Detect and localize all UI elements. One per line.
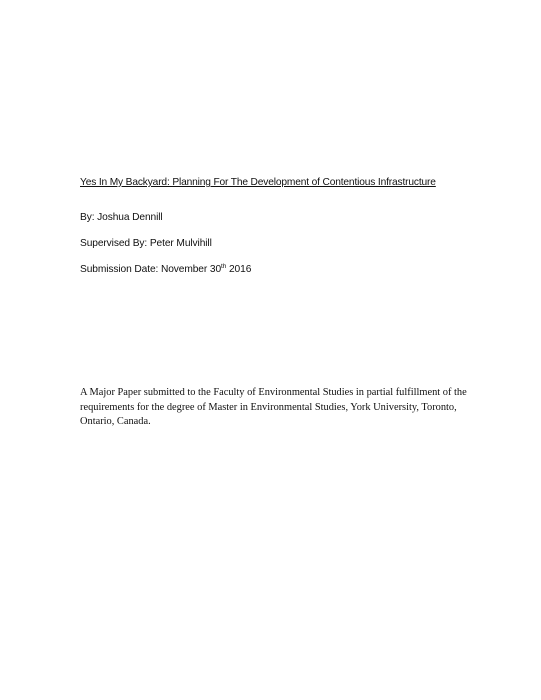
- ordinal-suffix: th: [221, 263, 227, 270]
- author-line: By: Joshua Dennill: [80, 212, 163, 223]
- submission-statement: A Major Paper submitted to the Faculty of Environmental Studies in partial fulfillment of the requirements for the degree of Master in Environmental Studies, York University, Toronto, Ontario, Canada.: [80, 387, 467, 427]
- supervisor-line: Supervised By: Peter Mulvihill: [80, 238, 212, 249]
- submission-year: 2016: [226, 264, 252, 275]
- submission-date-line: [80, 263, 251, 277]
- paper-title: Yes In My Backyard: Planning For The Development of Contentious Infrastructure: [80, 177, 436, 188]
- submission-date-prefix: Submission Date: November 30: [80, 264, 222, 275]
